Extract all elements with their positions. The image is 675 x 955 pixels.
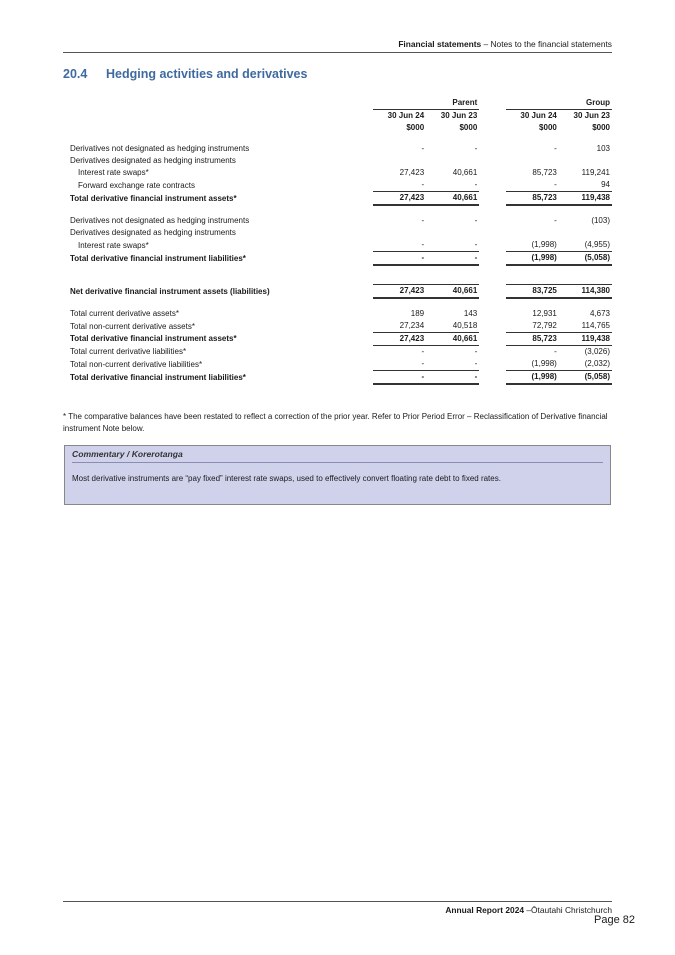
cell-value: 72,792 bbox=[506, 320, 559, 333]
row-label: Total derivative financial instrument liabilities* bbox=[70, 253, 246, 263]
section-heading: Hedging activities and derivatives bbox=[106, 67, 308, 81]
table-row bbox=[68, 227, 612, 239]
commentary-title: Commentary / Korerotanga bbox=[72, 449, 603, 463]
table-row bbox=[68, 308, 612, 320]
commentary-body: Most derivative instruments are “pay fixed” interest rate swaps, used to effectively convert floating rate debt to fixed rates. bbox=[72, 474, 501, 483]
cell-value: - bbox=[554, 144, 557, 154]
derivatives-table bbox=[68, 97, 612, 385]
cell-value: - bbox=[373, 371, 426, 385]
table-row bbox=[68, 143, 612, 155]
table-row bbox=[68, 358, 612, 371]
row-label: Total current derivative liabilities* bbox=[70, 347, 187, 356]
cell-value: 4,673 bbox=[589, 309, 610, 319]
table-total-row bbox=[68, 371, 612, 385]
cell-value: 85,723 bbox=[506, 333, 559, 346]
cell-value: 119,438 bbox=[559, 192, 612, 206]
cell-value: (1,998) bbox=[506, 239, 559, 252]
row-label: Total current derivative assets* bbox=[70, 309, 179, 319]
cell-value: (1,998) bbox=[506, 252, 559, 266]
cell-value: - bbox=[421, 216, 425, 226]
cell-value: - bbox=[506, 179, 559, 192]
commentary-box bbox=[64, 445, 611, 505]
column-header: 30 Jun 23 bbox=[559, 110, 612, 123]
cell-value: 40,661 bbox=[426, 285, 479, 299]
row-label: Total derivative financial instrument assets* bbox=[70, 334, 237, 344]
row-label: Total non-current derivative assets* bbox=[70, 321, 195, 331]
cell-value: - bbox=[554, 347, 557, 357]
cell-value: 85,723 bbox=[506, 192, 559, 206]
cell-value: 114,380 bbox=[559, 285, 612, 299]
row-label: Total derivative financial instrument liabilities* bbox=[70, 372, 246, 382]
table-row bbox=[68, 239, 612, 252]
table-row bbox=[68, 215, 612, 227]
row-label: Total derivative financial instrument assets* bbox=[70, 193, 237, 203]
cell-value: 119,241 bbox=[581, 168, 610, 178]
unit-label: $000 bbox=[406, 123, 425, 133]
unit-label: $000 bbox=[592, 123, 610, 133]
cell-value: - bbox=[373, 252, 426, 266]
cell-value: 83,725 bbox=[506, 285, 559, 299]
row-label: Forward exchange rate contracts bbox=[78, 180, 195, 190]
table-row bbox=[68, 320, 612, 333]
cell-value: - bbox=[474, 347, 478, 357]
row-label: Total non-current derivative liabilities* bbox=[70, 359, 203, 369]
cell-value: 94 bbox=[559, 179, 612, 192]
section-number: 20.4 bbox=[63, 67, 88, 81]
unit-label: $000 bbox=[539, 123, 557, 133]
cell-value: - bbox=[554, 216, 557, 226]
footnote: * The comparative balances have been restated to reflect a correction of the prior year. Refer to Prior Period Error – Reclassification of Derivative financial instrument Note below. bbox=[63, 412, 608, 433]
cell-value: 27,423 bbox=[373, 192, 426, 206]
cell-value: 114,765 bbox=[559, 320, 612, 333]
cell-value: (4,955) bbox=[559, 239, 612, 252]
cell-value: - bbox=[426, 358, 479, 371]
table-row bbox=[68, 179, 612, 192]
page-footer bbox=[63, 901, 612, 916]
table-row bbox=[68, 155, 612, 167]
group-header-row bbox=[68, 97, 612, 110]
cell-value: 85,723 bbox=[532, 168, 557, 178]
row-label: Derivatives not designated as hedging instruments bbox=[70, 216, 250, 226]
column-header: 30 Jun 24 bbox=[506, 110, 559, 123]
column-header-row bbox=[68, 110, 612, 123]
cell-value: 103 bbox=[596, 144, 610, 154]
cell-value: 40,661 bbox=[426, 192, 479, 206]
cell-value: - bbox=[373, 179, 426, 192]
cell-value: (5,058) bbox=[559, 252, 612, 266]
table-net-row bbox=[68, 285, 612, 299]
row-label: Net derivative financial instrument assets (liabilities) bbox=[70, 286, 270, 296]
cell-value: (2,032) bbox=[559, 358, 612, 371]
table-row bbox=[68, 346, 612, 359]
cell-value: - bbox=[373, 358, 426, 371]
cell-value: 12,931 bbox=[532, 309, 557, 319]
cell-value: - bbox=[474, 144, 478, 154]
column-header: 30 Jun 24 bbox=[373, 110, 426, 123]
cell-value: - bbox=[426, 239, 479, 252]
parent-header: Parent bbox=[452, 98, 478, 108]
cell-value: 40,661 bbox=[452, 168, 478, 178]
page-header bbox=[63, 38, 612, 53]
cell-value: - bbox=[373, 239, 426, 252]
section-title bbox=[63, 66, 307, 82]
cell-value: (5,058) bbox=[559, 371, 612, 385]
cell-value: - bbox=[426, 371, 479, 385]
cell-value: 27,423 bbox=[399, 168, 425, 178]
cell-value: 189 bbox=[410, 309, 425, 319]
unit-label: $000 bbox=[459, 123, 478, 133]
cell-value: (1,998) bbox=[506, 371, 559, 385]
cell-value: 40,661 bbox=[426, 333, 479, 346]
column-header: 30 Jun 23 bbox=[426, 110, 479, 123]
cell-value: (3,026) bbox=[584, 347, 610, 357]
group-header: Group bbox=[586, 98, 610, 108]
cell-value: 143 bbox=[463, 309, 478, 319]
table-total-row bbox=[68, 333, 612, 346]
row-label: Derivatives designated as hedging instruments bbox=[70, 156, 236, 166]
cell-value: - bbox=[421, 144, 425, 154]
table-total-row bbox=[68, 252, 612, 266]
row-label: Derivatives not designated as hedging instruments bbox=[70, 144, 250, 154]
row-label: Interest rate swaps* bbox=[78, 168, 149, 178]
row-label: Interest rate swaps* bbox=[78, 240, 149, 250]
cell-value: 27,234 bbox=[373, 320, 426, 333]
cell-value: 119,438 bbox=[559, 333, 612, 346]
cell-value: - bbox=[421, 347, 425, 357]
units-row bbox=[68, 122, 612, 134]
row-label: Derivatives designated as hedging instruments bbox=[70, 228, 236, 238]
cell-value: 27,423 bbox=[373, 333, 426, 346]
cell-value: (103) bbox=[591, 216, 610, 226]
table-total-row bbox=[68, 192, 612, 206]
footer-report-name: Annual Report 2024 bbox=[445, 905, 525, 915]
cell-value: 40,518 bbox=[426, 320, 479, 333]
cell-value: - bbox=[426, 179, 479, 192]
footer-location: –Ōtautahi Christchurch bbox=[524, 905, 612, 915]
table-row bbox=[68, 167, 612, 179]
cell-value: - bbox=[426, 252, 479, 266]
cell-value: 27,423 bbox=[373, 285, 426, 299]
cell-value: (1,998) bbox=[506, 358, 559, 371]
header-section-name: Financial statements bbox=[398, 39, 482, 49]
cell-value: - bbox=[474, 216, 478, 226]
header-subsection: – Notes to the financial statements bbox=[481, 39, 612, 49]
page-number: Page 82 bbox=[594, 914, 635, 926]
